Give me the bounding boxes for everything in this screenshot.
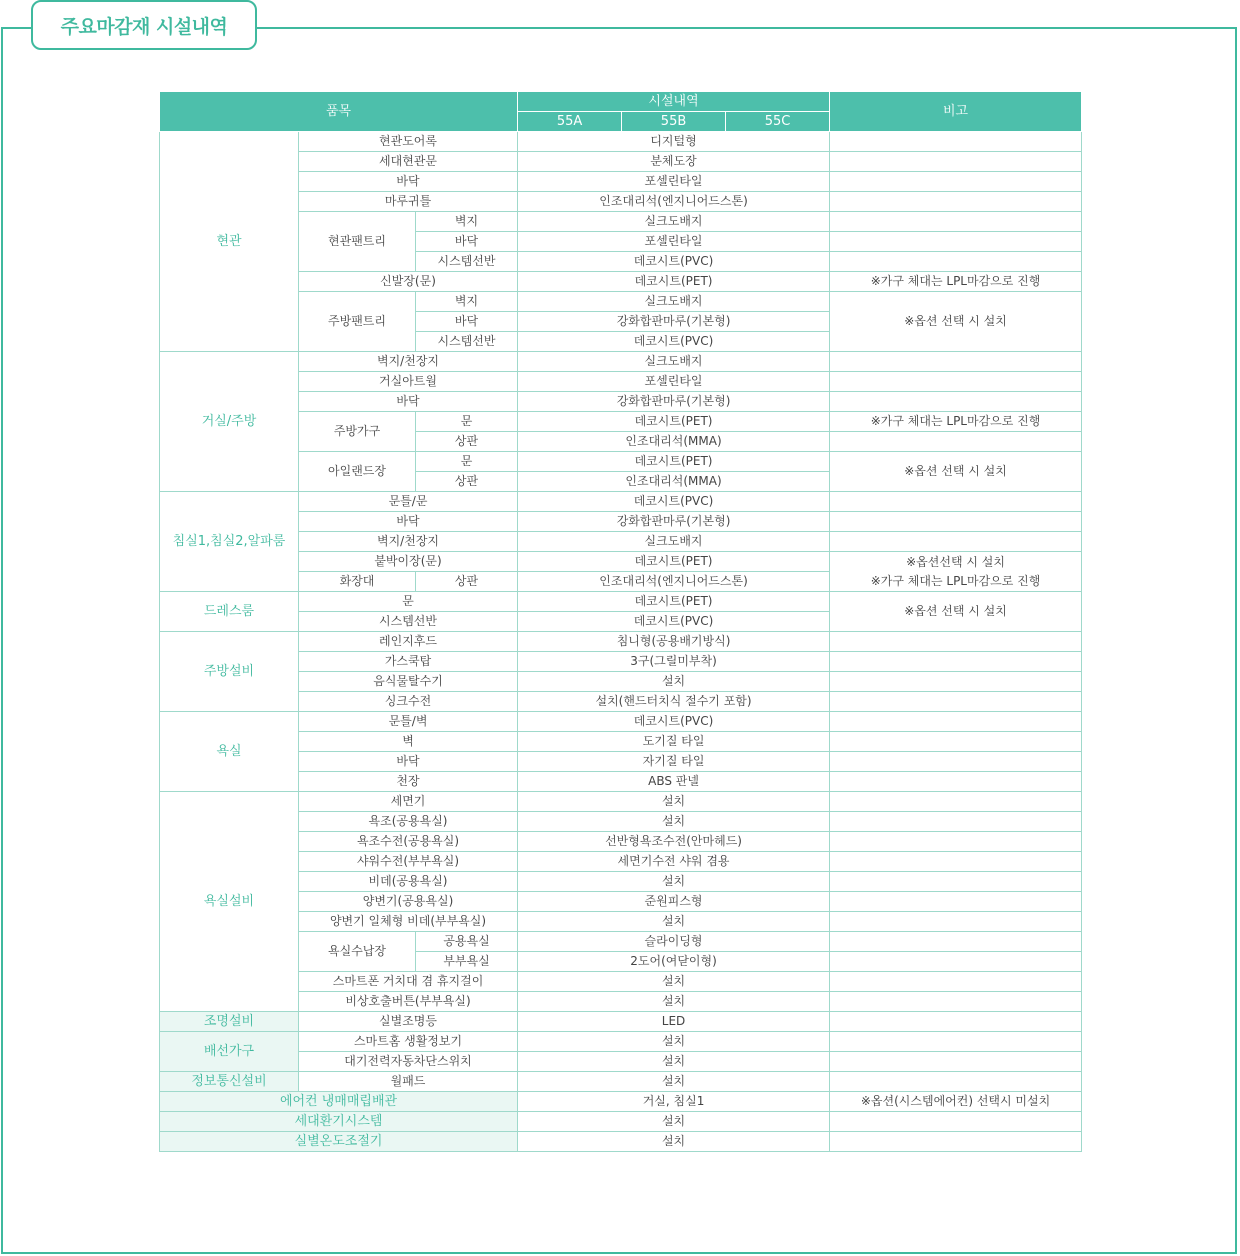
category-cell: 욕실설비 — [160, 792, 299, 1012]
item-cell: 양변기(공용욕실) — [299, 892, 518, 912]
note-cell — [830, 852, 1082, 872]
note-cell — [830, 212, 1082, 232]
value-cell: 포셀린타일 — [518, 372, 830, 392]
value-cell: 강화합판마루(기본형) — [518, 512, 830, 532]
category-cell: 드레스룸 — [160, 592, 299, 632]
part-cell: 벽지 — [416, 292, 518, 312]
note-cell — [830, 652, 1082, 672]
item-cell: 월패드 — [299, 1072, 518, 1092]
item-cell: 주방가구 — [299, 412, 416, 452]
item-cell: 양변기 일체형 비데(부부욕실) — [299, 912, 518, 932]
item-cell: 벽지/천장지 — [299, 352, 518, 372]
part-cell: 벽지 — [416, 212, 518, 232]
item-cell: 현관팬트리 — [299, 212, 416, 272]
note-line: ※가구 체대는 LPL마감으로 진행 — [870, 573, 1041, 588]
item-cell: 붙박이장(문) — [299, 552, 518, 572]
value-cell: 실크도배지 — [518, 352, 830, 372]
category-cell: 정보통신설비 — [160, 1072, 299, 1092]
value-cell: 포셀린타일 — [518, 232, 830, 252]
note-cell — [830, 1032, 1082, 1052]
part-cell: 시스템선반 — [416, 332, 518, 352]
item-cell: 문틀/문 — [299, 492, 518, 512]
item-cell: 비데(공용욕실) — [299, 872, 518, 892]
note-cell — [830, 392, 1082, 412]
value-cell: 인조대리석(엔지니어드스톤) — [518, 572, 830, 592]
part-cell: 바닥 — [416, 312, 518, 332]
value-cell: 데코시트(PET) — [518, 592, 830, 612]
value-cell: 디지털형 — [518, 132, 830, 152]
header-type-55c: 55C — [726, 112, 830, 132]
item-cell: 가스쿡탑 — [299, 652, 518, 672]
item-cell: 마루귀틀 — [299, 192, 518, 212]
item-cell: 세대현관문 — [299, 152, 518, 172]
part-cell: 바닥 — [416, 232, 518, 252]
part-cell: 시스템선반 — [416, 252, 518, 272]
value-cell: 준원피스형 — [518, 892, 830, 912]
note-cell — [830, 892, 1082, 912]
value-cell: ABS 판넬 — [518, 772, 830, 792]
note-cell — [830, 692, 1082, 712]
note-cell — [830, 752, 1082, 772]
note-line: ※옵션선택 시 설치 — [906, 554, 1005, 569]
value-cell: 인조대리석(MMA) — [518, 432, 830, 452]
note-cell — [830, 232, 1082, 252]
item-cell: 바닥 — [299, 392, 518, 412]
value-cell: 데코시트(PVC) — [518, 332, 830, 352]
item-cell: 싱크수전 — [299, 692, 518, 712]
item-cell: 욕조수전(공용욕실) — [299, 832, 518, 852]
item-cell: 욕조(공용욕실) — [299, 812, 518, 832]
header-type-55a: 55A — [518, 112, 622, 132]
item-cell: 음식물탈수기 — [299, 672, 518, 692]
note-cell: ※옵션 선택 시 설치 — [830, 592, 1082, 632]
note-cell — [830, 772, 1082, 792]
note-cell — [830, 972, 1082, 992]
note-cell — [830, 1072, 1082, 1092]
item-cell: 스마트폰 거치대 겸 휴지걸이 — [299, 972, 518, 992]
value-cell: 데코시트(PVC) — [518, 252, 830, 272]
item-cell: 주방팬트리 — [299, 292, 416, 352]
value-cell: 데코시트(PET) — [518, 412, 830, 432]
note-cell — [830, 152, 1082, 172]
header-type-55b: 55B — [622, 112, 726, 132]
part-cell: 문 — [416, 452, 518, 472]
note-cell: ※옵션(시스템에어컨) 선택시 미설치 — [830, 1092, 1082, 1112]
value-cell: 데코시트(PET) — [518, 552, 830, 572]
value-cell: 설치 — [518, 1072, 830, 1092]
part-cell: 공용욕실 — [416, 932, 518, 952]
category-cell: 조명설비 — [160, 1012, 299, 1032]
item-cell: 신발장(문) — [299, 272, 518, 292]
note-cell — [830, 672, 1082, 692]
note-cell — [830, 512, 1082, 532]
value-cell: 강화합판마루(기본형) — [518, 392, 830, 412]
value-cell: 실크도배지 — [518, 292, 830, 312]
item-cell: 화장대 — [299, 572, 416, 592]
value-cell: 분체도장 — [518, 152, 830, 172]
value-cell: 슬라이딩형 — [518, 932, 830, 952]
category-cell: 실별온도조절기 — [160, 1132, 518, 1152]
item-cell: 실별조명등 — [299, 1012, 518, 1032]
value-cell: 세면기수전 샤워 겸용 — [518, 852, 830, 872]
item-cell: 비상호출버튼(부부욕실) — [299, 992, 518, 1012]
note-cell — [830, 172, 1082, 192]
value-cell: 설치 — [518, 992, 830, 1012]
note-cell — [830, 1012, 1082, 1032]
category-cell: 세대환기시스템 — [160, 1112, 518, 1132]
note-cell — [830, 1132, 1082, 1152]
value-cell: 침니형(공용배기방식) — [518, 632, 830, 652]
item-cell: 벽 — [299, 732, 518, 752]
section-title: 주요마감재 시설내역 — [31, 0, 257, 50]
item-cell: 스마트홈 생활정보기 — [299, 1032, 518, 1052]
note-cell: ※옵션 선택 시 설치 — [830, 452, 1082, 492]
value-cell: 설치 — [518, 912, 830, 932]
value-cell: 인조대리석(MMA) — [518, 472, 830, 492]
note-cell — [830, 252, 1082, 272]
item-cell: 거실아트월 — [299, 372, 518, 392]
value-cell: 포셀린타일 — [518, 172, 830, 192]
value-cell: 데코시트(PVC) — [518, 612, 830, 632]
value-cell: 데코시트(PVC) — [518, 492, 830, 512]
header-remark: 비고 — [830, 92, 1082, 132]
item-cell: 현관도어록 — [299, 132, 518, 152]
item-cell: 대기전력자동차단스위치 — [299, 1052, 518, 1072]
value-cell: 데코시트(PVC) — [518, 712, 830, 732]
note-cell — [830, 1112, 1082, 1132]
value-cell: 데코시트(PET) — [518, 272, 830, 292]
note-cell — [830, 732, 1082, 752]
value-cell: 선반형욕조수전(안마헤드) — [518, 832, 830, 852]
note-cell — [830, 952, 1082, 972]
item-cell: 바닥 — [299, 512, 518, 532]
part-cell: 상판 — [416, 472, 518, 492]
item-cell: 세면기 — [299, 792, 518, 812]
note-cell — [830, 992, 1082, 1012]
note-cell — [830, 132, 1082, 152]
value-cell: 실크도배지 — [518, 532, 830, 552]
item-cell: 샤워수전(부부욕실) — [299, 852, 518, 872]
header-item: 품목 — [160, 92, 518, 132]
value-cell: 설치 — [518, 972, 830, 992]
value-cell: 실크도배지 — [518, 212, 830, 232]
value-cell: 설치 — [518, 1112, 830, 1132]
note-cell — [830, 792, 1082, 812]
value-cell: 설치 — [518, 1132, 830, 1152]
note-cell — [830, 192, 1082, 212]
note-cell — [830, 932, 1082, 952]
item-cell: 바닥 — [299, 172, 518, 192]
value-cell: 데코시트(PET) — [518, 452, 830, 472]
part-cell: 상판 — [416, 432, 518, 452]
note-cell — [830, 352, 1082, 372]
category-cell: 거실/주방 — [160, 352, 299, 492]
note-cell: ※가구 체대는 LPL마감으로 진행 — [830, 412, 1082, 432]
value-cell: 거실, 침실1 — [518, 1092, 830, 1112]
note-cell — [830, 872, 1082, 892]
item-cell: 바닥 — [299, 752, 518, 772]
value-cell: 자기질 타일 — [518, 752, 830, 772]
item-cell: 시스템선반 — [299, 612, 518, 632]
value-cell: 강화합판마루(기본형) — [518, 312, 830, 332]
category-cell: 욕실 — [160, 712, 299, 792]
item-cell: 벽지/천장지 — [299, 532, 518, 552]
value-cell: 설치 — [518, 812, 830, 832]
part-cell: 문 — [416, 412, 518, 432]
value-cell: 2도어(여닫이형) — [518, 952, 830, 972]
note-cell: ※옵션 선택 시 설치 — [830, 292, 1082, 352]
note-cell — [830, 632, 1082, 652]
category-cell: 침실1,침실2,알파룸 — [160, 492, 299, 592]
item-cell: 욕실수납장 — [299, 932, 416, 972]
value-cell: 설치(핸드터치식 절수기 포함) — [518, 692, 830, 712]
value-cell: 설치 — [518, 1052, 830, 1072]
header-facility: 시설내역 — [518, 92, 830, 112]
note-cell — [830, 912, 1082, 932]
item-cell: 레인지후드 — [299, 632, 518, 652]
note-cell — [830, 832, 1082, 852]
item-cell: 아일랜드장 — [299, 452, 416, 492]
category-cell: 주방설비 — [160, 632, 299, 712]
note-cell — [830, 372, 1082, 392]
note-cell — [830, 532, 1082, 552]
item-cell: 문틀/벽 — [299, 712, 518, 732]
category-cell: 현관 — [160, 132, 299, 352]
category-cell: 배선가구 — [160, 1032, 299, 1072]
value-cell: 도기질 타일 — [518, 732, 830, 752]
value-cell: 설치 — [518, 672, 830, 692]
note-cell: ※가구 체대는 LPL마감으로 진행 — [830, 272, 1082, 292]
note-cell — [830, 712, 1082, 732]
value-cell: 설치 — [518, 792, 830, 812]
note-cell — [830, 552, 1082, 592]
value-cell: 설치 — [518, 872, 830, 892]
part-cell: 부부욕실 — [416, 952, 518, 972]
note-cell — [830, 1052, 1082, 1072]
finish-materials-table — [159, 91, 1082, 1152]
note-cell — [830, 432, 1082, 452]
part-cell: 상판 — [416, 572, 518, 592]
value-cell: LED — [518, 1012, 830, 1032]
value-cell: 3구(그릴미부착) — [518, 652, 830, 672]
note-cell — [830, 492, 1082, 512]
item-cell: 문 — [299, 592, 518, 612]
category-cell: 에어컨 냉매매립배관 — [160, 1092, 518, 1112]
value-cell: 설치 — [518, 1032, 830, 1052]
item-cell: 천장 — [299, 772, 518, 792]
value-cell: 인조대리석(엔지니어드스톤) — [518, 192, 830, 212]
note-cell — [830, 812, 1082, 832]
